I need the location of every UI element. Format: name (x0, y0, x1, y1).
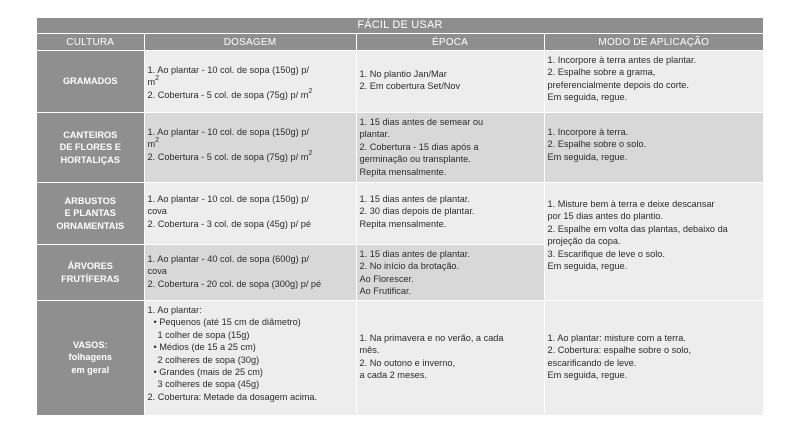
cultura-cell (37, 301, 144, 415)
dosagem-cell (144, 51, 356, 113)
epoca-cell (356, 183, 544, 245)
cultura-label: ÁRVORES (67, 260, 113, 271)
cultura-cell (37, 183, 144, 245)
header-cultura: CULTURA (37, 34, 144, 51)
modo-cell (544, 301, 763, 415)
cultura-label: ARBUSTOS (64, 195, 116, 206)
dosagem-line: 1. Ao plantar - 10 col. de sopa (150g) p/ (147, 194, 309, 204)
header-dosagem: DOSAGEM (144, 34, 356, 51)
cultura-label: em geral (71, 365, 110, 376)
dosagem-line: • Grandes (mais de 25 cm) (153, 367, 263, 378)
dosagem-line: 1 colher de sopa (15g) (157, 329, 250, 340)
cultura-label: HORTALIÇAS (60, 154, 121, 165)
dosagem-line: 1. Ao plantar - 10 col. de sopa (150g) p/ (147, 127, 309, 137)
cultura-label: GRAMADOS (62, 76, 118, 87)
table-row (37, 113, 763, 183)
modo-line: Em seguida, regue. (547, 92, 628, 103)
epoca-cell (356, 113, 544, 183)
epoca-line: 2. Em cobertura Set/Nov (359, 81, 461, 92)
header-row (37, 34, 763, 51)
epoca-line: 2. No início da brotação. (359, 261, 460, 272)
dosagem-line: 2. Cobertura - 20 col. de sopa (300g) p/ pé (147, 278, 322, 289)
epoca-line: 2. No outono e inverno, (359, 357, 456, 368)
dosagem-cell (144, 113, 356, 183)
cultura-label: folhagens (68, 352, 112, 363)
dosagem-cell (144, 301, 356, 415)
modo-line: projeção da copa. (547, 236, 621, 247)
epoca-line: mês. (359, 345, 380, 356)
cultura-label: CANTEIROS (63, 129, 118, 140)
modo-line: 2. Cobertura: espalhe sobre o solo, (547, 345, 692, 356)
epoca-line: 1. No plantio Jan/Mar (359, 69, 447, 79)
epoca-line: Repita mensalmente. (359, 218, 447, 229)
dosagem-line: 2 colheres de sopa (30g) (157, 354, 260, 365)
modo-line: 2. Espalhe sobre a grama, (547, 67, 656, 78)
header-modo: MODO DE APLICAÇÃO (544, 34, 763, 51)
dosagem-line: • Médios (de 15 a 25 cm) (153, 342, 256, 353)
modo-cell (544, 113, 763, 183)
modo-line: Em seguida, regue. (547, 261, 628, 272)
modo-line: Em seguida, regue. (547, 370, 628, 381)
modo-line: 1. Misture bem à terra e deixe descansar (547, 199, 715, 209)
dosagem-cell (144, 183, 356, 245)
epoca-line: Ao Frutificar. (359, 286, 412, 297)
epoca-line: 1. 15 dias antes de plantar. (359, 194, 470, 204)
modo-line: preferencialmente depois do corte. (547, 79, 689, 90)
epoca-cell (356, 301, 544, 415)
epoca-cell (356, 51, 544, 113)
modo-line: por 15 dias antes do plantio. (547, 211, 663, 222)
usage-table-container (37, 18, 763, 415)
dosagem-line: cova (147, 206, 167, 217)
table-row (37, 51, 763, 113)
cultura-label: DE FLORES E (59, 142, 121, 153)
modo-line: 2. Espalhe em volta das plantas, debaixo da (547, 223, 728, 234)
modo-line: escarificando de leve. (547, 357, 637, 368)
epoca-line: a cada 2 meses. (359, 370, 427, 381)
cultura-label: FRUTÍFERAS (61, 273, 120, 284)
cultura-label: ORNAMENTAIS (56, 220, 125, 231)
epoca-line: plantar. (359, 129, 390, 140)
modo-line: 1. Incorpore à terra antes de plantar. (547, 55, 697, 65)
cultura-label: E PLANTAS (64, 208, 116, 219)
dosagem-line: 3 colheres de sopa (45g) (157, 379, 260, 390)
dosagem-line: • Pequenos (até 15 cm de diâmetro) (153, 317, 301, 328)
modo-line: 2. Espalhe sobre o solo. (547, 139, 647, 150)
header-epoca: ÉPOCA (356, 34, 544, 51)
cultura-label: VASOS: (72, 339, 108, 350)
modo-line: 3. Escarifique de leve o solo. (547, 248, 665, 259)
epoca-line: 1. 15 dias antes de semear ou (359, 117, 484, 127)
dosagem-line: 1. Ao plantar - 40 col. de sopa (600g) p/ (147, 254, 309, 264)
dosagem-cell (144, 245, 356, 301)
dosagem-line: 2. Cobertura - 5 col. de sopa (75g) p/ $m^2$ (147, 87, 313, 100)
dosagem-line: $m^2$ (147, 137, 160, 150)
modo-cell (544, 183, 763, 301)
cultura-cell (37, 51, 144, 113)
epoca-line: germinação ou transplante. (359, 154, 471, 165)
dosagem-line: 1. Ao plantar - 10 col. de sopa (150g) p/ (147, 65, 309, 75)
dosagem-line: 2. Cobertura - 5 col. de sopa (75g) p/ $m^2$ (147, 149, 313, 162)
modo-line: 1. Ao plantar: misture com a terra. (547, 333, 686, 343)
dosagem-line: cova (147, 266, 167, 277)
dosagem-line: 1. Ao plantar: (147, 305, 202, 315)
epoca-line: Repita mensalmente. (359, 166, 447, 177)
table-row (37, 301, 763, 415)
epoca-line: 2. Cobertura - 15 dias após a (359, 141, 479, 152)
epoca-line: Ao Florescer. (359, 273, 414, 284)
cultura-cell (37, 245, 144, 301)
epoca-line: 1. 15 dias antes de plantar. (359, 249, 470, 259)
epoca-line: 2. 30 dias depois de plantar. (359, 206, 475, 217)
dosagem-line: 2. Cobertura - 3 col. de sopa (45g) p/ pé (147, 218, 311, 229)
cultura-cell (37, 113, 144, 183)
table-row (37, 183, 763, 245)
dosagem-line: 2. Cobertura: Metade da dosagem acima. (147, 391, 318, 402)
table-title: FÁCIL DE USAR (37, 18, 763, 33)
epoca-cell (356, 245, 544, 301)
dosagem-line: $m^2$ (147, 75, 160, 88)
usage-table (37, 33, 763, 415)
epoca-line: 1. Na primavera e no verão, a cada (359, 333, 504, 343)
modo-line: 1. Incorpore à terra. (547, 127, 629, 137)
modo-line: Em seguida, regue. (547, 151, 628, 162)
modo-cell (544, 51, 763, 113)
